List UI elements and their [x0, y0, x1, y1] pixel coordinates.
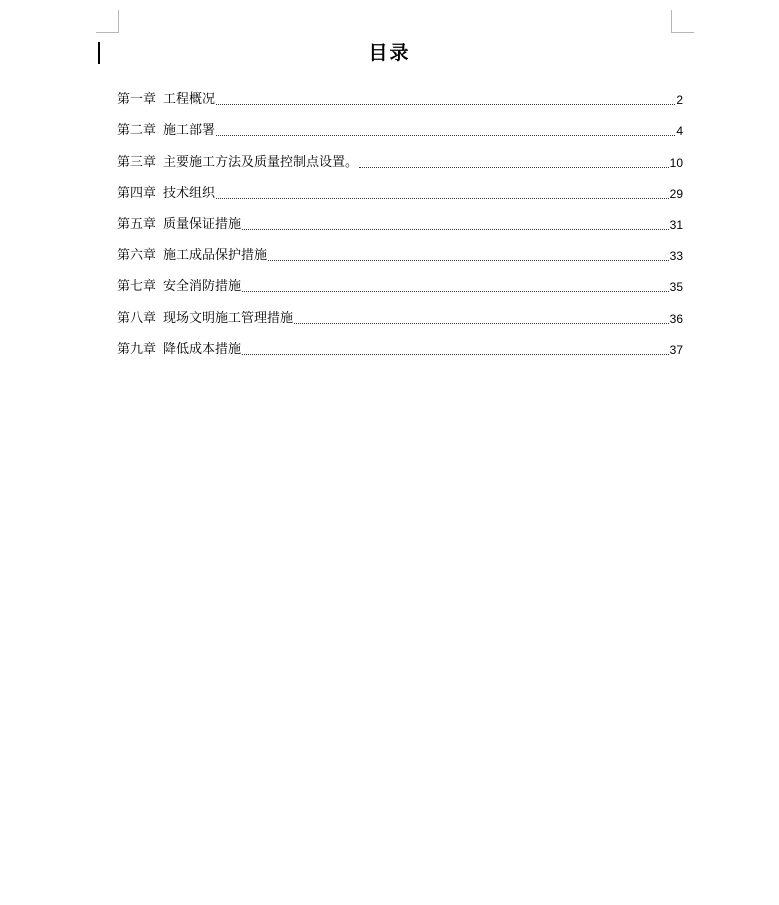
toc-chapter-number: 第八章 — [117, 310, 157, 326]
toc-dot-leader — [294, 323, 669, 324]
toc-page-number: 2 — [676, 93, 683, 108]
toc-entry[interactable] — [117, 265, 683, 296]
toc-entry[interactable] — [117, 140, 683, 171]
toc-list — [117, 78, 683, 359]
toc-page-number: 29 — [669, 186, 683, 201]
toc-dot-leader — [359, 167, 669, 168]
toc-dot-leader — [216, 104, 675, 105]
toc-heading: 工程概况 — [163, 92, 216, 108]
toc-page-number: 35 — [669, 280, 683, 295]
toc-title: 目录 — [368, 42, 411, 64]
toc-heading: 施工部署 — [163, 123, 216, 139]
toc-entry[interactable] — [117, 296, 683, 327]
toc-dot-leader — [242, 291, 669, 292]
toc-chapter-number: 第一章 — [117, 92, 157, 108]
toc-entry[interactable] — [117, 109, 683, 140]
toc-chapter-number: 第三章 — [117, 154, 157, 170]
toc-heading: 技术组织 — [163, 185, 216, 201]
toc-page-number: 33 — [669, 249, 683, 264]
crop-mark-top-right — [671, 10, 694, 33]
toc-page-number: 37 — [669, 342, 683, 357]
toc-entry[interactable] — [117, 328, 683, 359]
toc-page-number: 4 — [676, 124, 683, 139]
toc-chapter-number: 第二章 — [117, 123, 157, 139]
crop-mark-top-left — [96, 10, 119, 33]
toc-entry[interactable] — [117, 234, 683, 265]
toc-entry[interactable] — [117, 78, 683, 109]
toc-chapter-number: 第四章 — [117, 185, 157, 201]
toc-chapter-number: 第六章 — [117, 248, 157, 264]
toc-dot-leader — [268, 260, 669, 261]
toc-page-number: 10 — [669, 155, 683, 170]
toc-entry[interactable] — [117, 203, 683, 234]
toc-dot-leader — [216, 198, 669, 199]
toc-dot-leader — [242, 229, 669, 230]
toc-heading: 施工成品保护措施 — [163, 248, 268, 264]
toc-heading: 现场文明施工管理措施 — [163, 310, 294, 326]
toc-dot-leader — [242, 354, 669, 355]
toc-chapter-number: 第五章 — [117, 216, 157, 232]
toc-heading: 安全消防措施 — [163, 279, 242, 295]
toc-heading: 质量保证措施 — [163, 216, 242, 232]
toc-page-number: 31 — [669, 217, 683, 232]
toc-dot-leader — [216, 135, 675, 136]
toc-chapter-number: 第九章 — [117, 341, 157, 357]
toc-chapter-number: 第七章 — [117, 279, 157, 295]
toc-heading: 降低成本措施 — [163, 341, 242, 357]
toc-heading: 主要施工方法及质量控制点设置。 — [163, 154, 359, 170]
toc-page-number: 36 — [669, 311, 683, 326]
toc-entry[interactable] — [117, 172, 683, 203]
